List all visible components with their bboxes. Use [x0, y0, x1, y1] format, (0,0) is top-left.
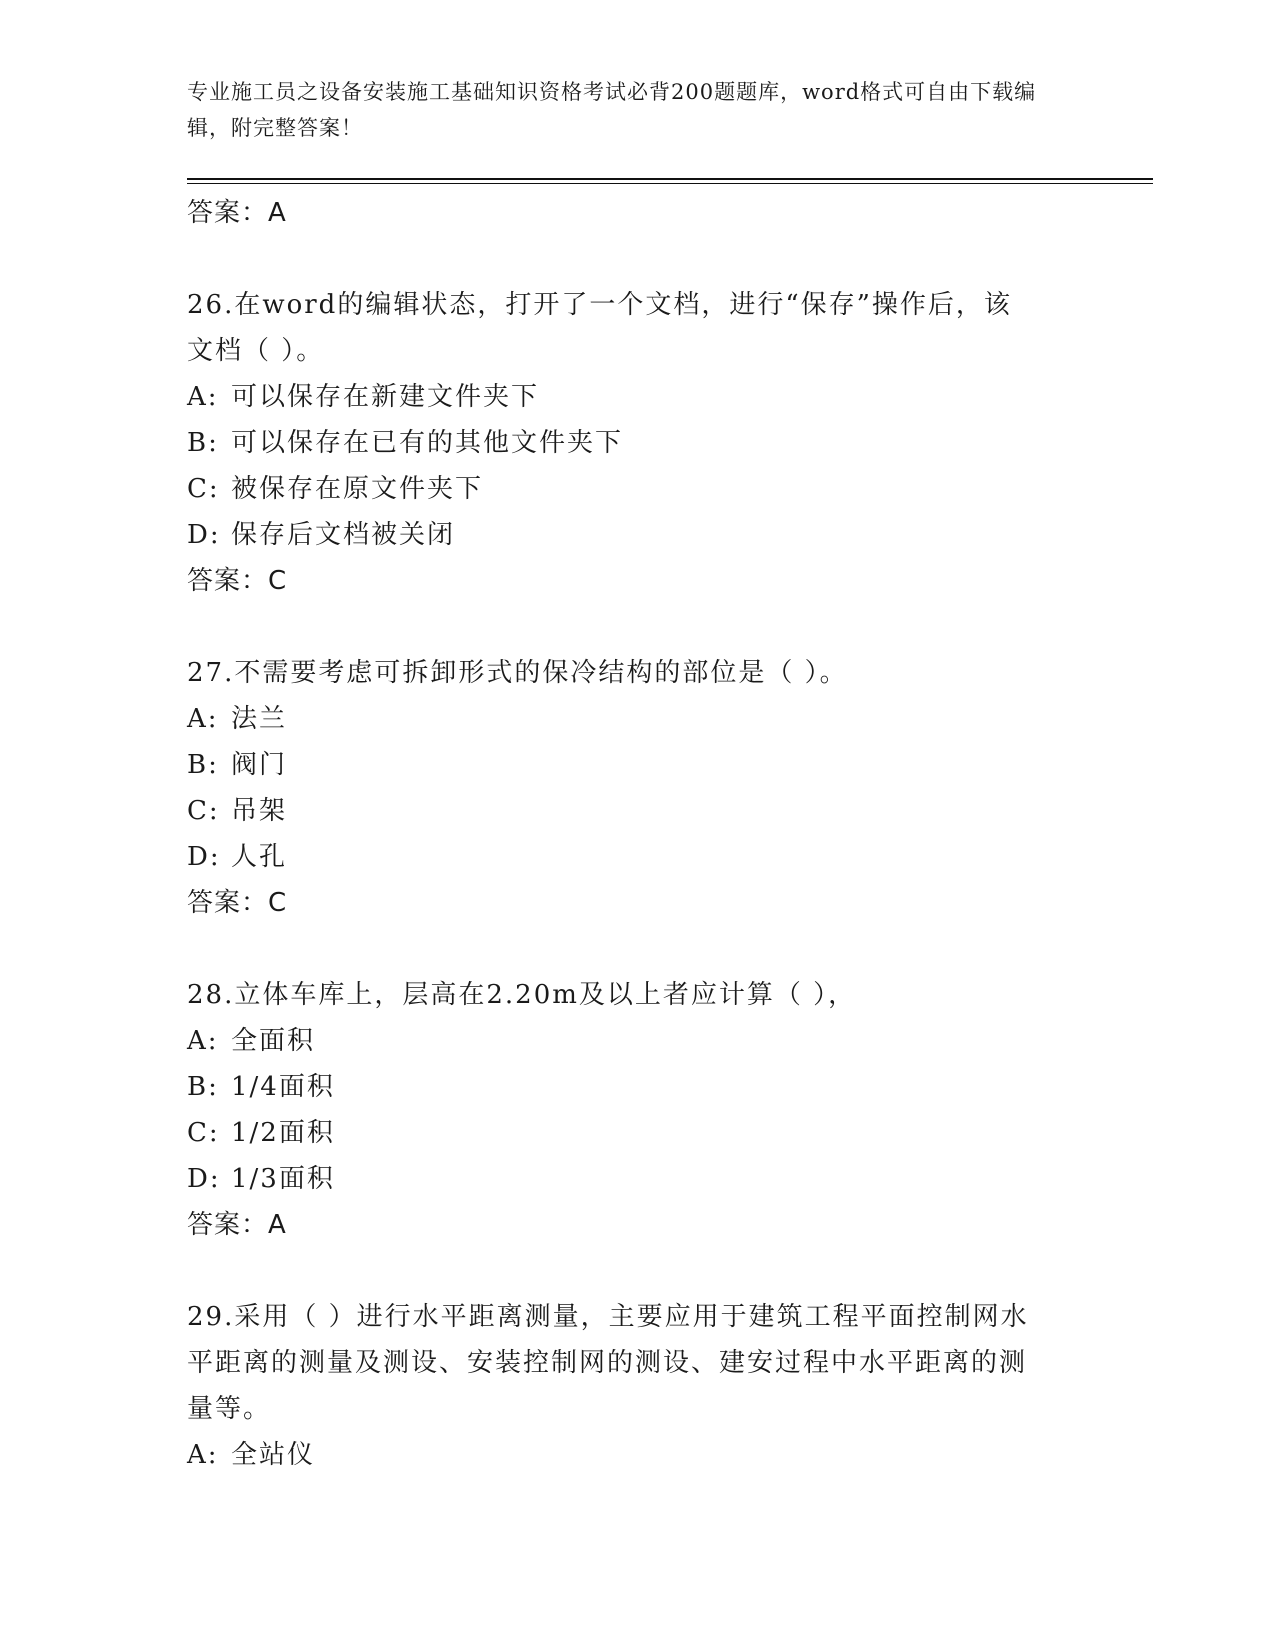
question-stem: [187, 650, 1067, 696]
option-b: [187, 1064, 1067, 1110]
question-stem-line: 平距离的测量及测设、安装控制网的测设、建安过程中水平距离的测: [187, 1348, 1028, 1378]
question-stem-line: 文档（ ）。: [187, 336, 325, 366]
option-text: 可以保存在已有的其他文件夹下: [231, 428, 624, 458]
option-a: [187, 696, 1067, 742]
option-c: [187, 466, 1067, 512]
option-label: A:: [187, 704, 219, 734]
answer-line: 答案：C: [187, 888, 288, 918]
option-a: [187, 1432, 1067, 1478]
option-label: A:: [187, 1440, 219, 1470]
option-label: C:: [187, 474, 220, 504]
option-c: [187, 788, 1067, 834]
option-label: B:: [187, 750, 219, 780]
option-c: [187, 1110, 1067, 1156]
option-text: 法兰: [231, 704, 288, 734]
question-stem-line: 28.立体车库上，层高在2.20m及以上者应计算（ ），: [187, 980, 857, 1010]
option-text: 可以保存在新建文件夹下: [231, 382, 540, 412]
option-text: 全站仪: [231, 1440, 316, 1470]
answer-line: 答案：C: [187, 566, 288, 596]
option-text: 全面积: [231, 1026, 316, 1056]
option-label: D:: [187, 520, 221, 550]
answer-line: 答案：A: [187, 198, 287, 228]
question-26: [187, 282, 1067, 604]
header-rule-thin: [187, 183, 1153, 184]
question-stem: [187, 282, 1067, 374]
option-d: [187, 1156, 1067, 1202]
option-text: 1/3面积: [231, 1164, 335, 1194]
question-27: [187, 650, 1067, 926]
option-text: 吊架: [231, 796, 288, 826]
option-label: B:: [187, 428, 219, 458]
option-label: D:: [187, 842, 221, 872]
option-label: C:: [187, 1118, 220, 1148]
question-stem-line: 27.不需要考虑可拆卸形式的保冷结构的部位是（ ）。: [187, 658, 848, 688]
question-stem: [187, 1294, 1067, 1432]
option-label: B:: [187, 1072, 219, 1102]
option-text: 人孔: [231, 842, 288, 872]
option-label: A:: [187, 1026, 219, 1056]
option-text: 1/4面积: [231, 1072, 335, 1102]
option-label: D:: [187, 1164, 221, 1194]
question-29: [187, 1294, 1067, 1478]
answer-line: 答案：A: [187, 1210, 287, 1240]
question-stem-line: 量等。: [187, 1394, 272, 1424]
option-text: 阀门: [231, 750, 288, 780]
header-rule-thick: [187, 178, 1153, 180]
option-d: [187, 834, 1067, 880]
option-b: [187, 420, 1067, 466]
option-a: [187, 374, 1067, 420]
option-text: 被保存在原文件夹下: [231, 474, 484, 504]
option-d: [187, 512, 1067, 558]
option-text: 保存后文档被关闭: [231, 520, 456, 550]
option-a: [187, 1018, 1067, 1064]
option-text: 1/2面积: [231, 1118, 335, 1148]
option-label: A:: [187, 382, 219, 412]
option-label: C:: [187, 796, 220, 826]
question-content: [187, 190, 1067, 1478]
question-28: [187, 972, 1067, 1248]
question-stem-line: 29.采用（ ）进行水平距离测量，主要应用于建筑工程平面控制网水: [187, 1302, 1029, 1332]
document-header: 专业施工员之设备安装施工基础知识资格考试必背200题题库，word格式可自由下载编辑，附完整答案！: [187, 80, 1037, 140]
question-stem-line: 26.在word的编辑状态，打开了一个文档，进行“保存”操作后，该: [187, 290, 1012, 320]
option-b: [187, 742, 1067, 788]
question-stem: [187, 972, 1067, 1018]
